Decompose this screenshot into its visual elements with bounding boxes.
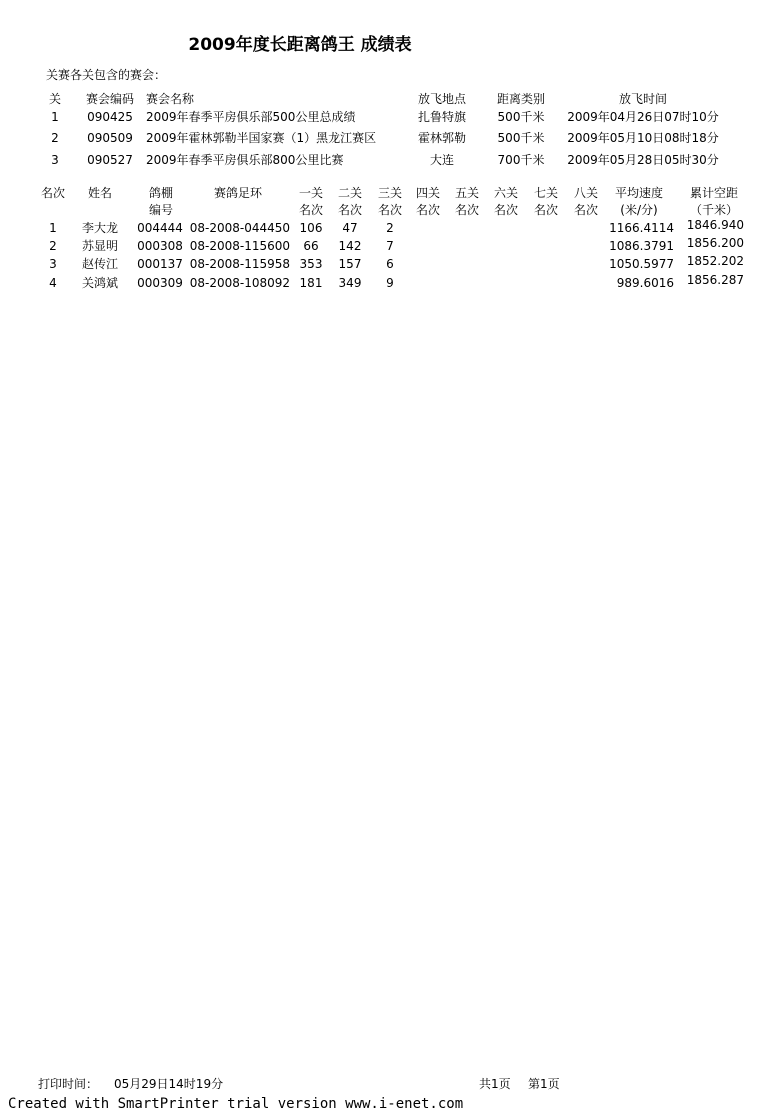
races-row-cell: 090509 — [87, 131, 133, 145]
results-header-cell: 二关 — [337, 186, 362, 200]
results-header-cell: 名次 — [40, 186, 65, 200]
results-header-cell: 名次 — [337, 203, 362, 217]
races-header-cell: 放飞地点 — [417, 92, 466, 106]
results-header-cell: 名次 — [377, 203, 402, 217]
results-row-cell: 004444 — [137, 221, 183, 235]
results-row-cell: 3 — [49, 257, 57, 271]
results-header-cell: 七关 — [533, 186, 558, 200]
total-pages: 共1页 — [479, 1077, 511, 1091]
races-row-cell: 500千米 — [497, 131, 545, 145]
results-header-cell: 五关 — [454, 186, 479, 200]
races-header-cell: 赛会编码 — [85, 92, 134, 106]
races-row-cell: 大连 — [429, 153, 454, 167]
results-row-cell: 1852.202 — [686, 254, 744, 268]
races-header-cell: 放飞时间 — [618, 92, 667, 106]
results-row-cell: 349 — [338, 276, 362, 290]
results-row-cell: 赵传江 — [81, 257, 118, 271]
races-row-cell: 700千米 — [497, 153, 545, 167]
watermark-text: Created with SmartPrinter trial version www.i-enet.com — [8, 1096, 464, 1112]
results-header-cell: 三关 — [377, 186, 402, 200]
results-header-cell: 名次 — [493, 203, 518, 217]
races-header-cell: 关 — [48, 92, 61, 106]
races-header-cell: 距离类别 — [496, 92, 545, 106]
results-row-cell: 1856.200 — [686, 236, 744, 250]
results-row-cell: 2 — [49, 239, 57, 253]
results-row-cell: 106 — [299, 221, 323, 235]
results-header-cell: （千米） — [689, 203, 738, 217]
results-row-cell: 关鸿斌 — [81, 276, 118, 290]
results-row-cell: 1846.940 — [686, 218, 744, 232]
results-header-cell: 名次 — [573, 203, 598, 217]
races-row-cell: 2 — [51, 131, 59, 145]
results-header-cell: 赛鸽足环 — [213, 186, 262, 200]
results-header-cell: 平均速度 — [614, 186, 663, 200]
current-page: 第1页 — [528, 1077, 560, 1091]
results-header-cell: 名次 — [415, 203, 440, 217]
results-row-cell: 66 — [303, 239, 319, 253]
results-row-cell: 2 — [386, 221, 394, 235]
results-row-cell: 989.6016 — [616, 276, 674, 290]
results-header-cell: 累计空距 — [689, 186, 738, 200]
results-row-cell: 08-2008-115958 — [189, 257, 290, 271]
results-header-cell: 名次 — [454, 203, 479, 217]
results-row-cell: 9 — [386, 276, 394, 290]
results-row-cell: 000308 — [137, 239, 183, 253]
races-row-cell: 2009年04月26日07时10分 — [567, 110, 719, 124]
races-row-cell: 1 — [51, 110, 59, 124]
results-row-cell: 7 — [386, 239, 394, 253]
results-row-cell: 08-2008-115600 — [189, 239, 290, 253]
results-row-cell: 181 — [299, 276, 323, 290]
results-row-cell: 000137 — [137, 257, 183, 271]
races-row-cell: 3 — [51, 153, 59, 167]
results-header-cell: 六关 — [493, 186, 518, 200]
results-row-cell: 142 — [338, 239, 362, 253]
races-row-cell: 090425 — [87, 110, 133, 124]
results-row-cell: 1166.4114 — [609, 221, 674, 235]
results-row-cell: 6 — [386, 257, 394, 271]
results-row-cell: 1856.287 — [686, 273, 744, 287]
results-header-cell: 名次 — [533, 203, 558, 217]
races-row-cell: 2009年春季平房俱乐部500公里总成绩 — [146, 110, 356, 124]
print-time-value: 05月29日14时19分 — [114, 1077, 224, 1091]
races-row-cell: 2009年05月10日08时18分 — [567, 131, 719, 145]
races-row-cell: 090527 — [87, 153, 133, 167]
results-header-cell: 鸽棚 — [148, 186, 173, 200]
results-row-cell: 苏显明 — [81, 239, 118, 253]
races-row-cell: 500千米 — [497, 110, 545, 124]
races-row-cell: 霍林郭勒 — [417, 131, 466, 145]
results-header-cell: 四关 — [415, 186, 440, 200]
results-header-cell: 姓名 — [87, 186, 112, 200]
races-row-cell: 扎鲁特旗 — [417, 110, 466, 124]
page-title: 2009年度长距离鸽王 成绩表 — [188, 35, 412, 55]
races-row-cell: 2009年05月28日05时30分 — [567, 153, 719, 167]
races-row-cell: 2009年春季平房俱乐部800公里比赛 — [146, 153, 344, 167]
results-row-cell: 353 — [299, 257, 323, 271]
races-header-cell: 赛会名称 — [146, 92, 195, 106]
results-row-cell: 08-2008-108092 — [189, 276, 290, 290]
races-subtitle: 关赛各关包含的赛会： — [46, 68, 167, 82]
results-row-cell: 1 — [49, 221, 57, 235]
results-header-cell: 八关 — [573, 186, 598, 200]
results-row-cell: 1050.5977 — [609, 257, 674, 271]
results-row-cell: 4 — [49, 276, 57, 290]
results-row-cell: 08-2008-044450 — [189, 221, 290, 235]
results-row-cell: 1086.3791 — [609, 239, 674, 253]
results-header-cell: 编号 — [148, 203, 173, 217]
results-header-cell: 名次 — [298, 203, 323, 217]
print-time-label: 打印时间： — [38, 1077, 99, 1091]
results-row-cell: 李大龙 — [81, 221, 118, 235]
results-header-cell: 一关 — [298, 186, 323, 200]
races-row-cell: 2009年霍林郭勒半国家赛（1）黑龙江赛区 — [146, 131, 377, 145]
results-header-cell: (米/分) — [620, 203, 658, 217]
results-row-cell: 000309 — [137, 276, 183, 290]
results-row-cell: 47 — [342, 221, 358, 235]
results-row-cell: 157 — [338, 257, 362, 271]
